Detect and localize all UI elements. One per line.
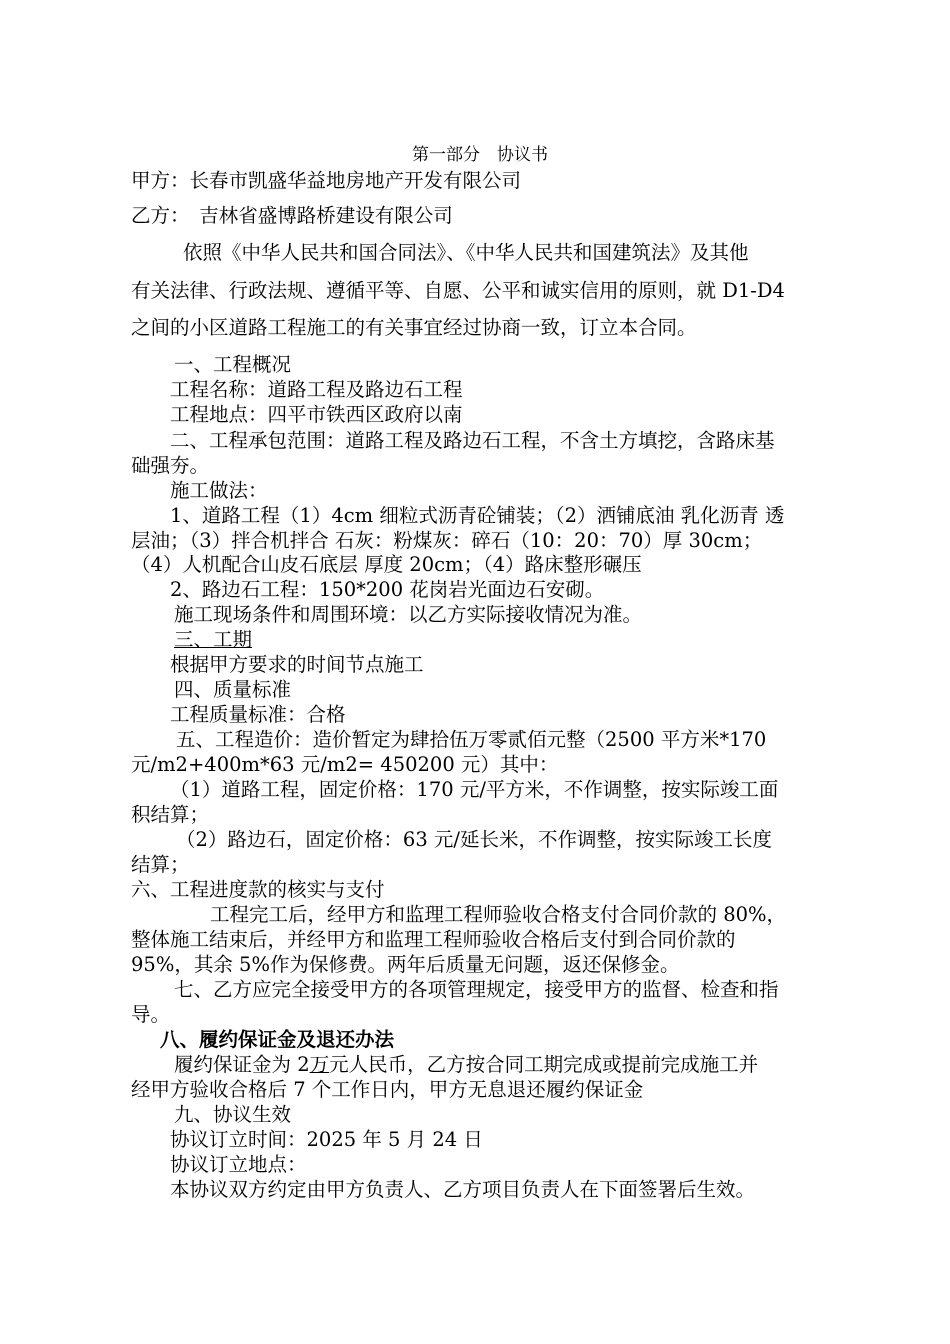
section-3-heading: 三、工期 — [174, 628, 253, 651]
method-item-1-line-3: （4）人机配合山皮石底层 厚度 20cm；（4）路床整形碾压 — [131, 553, 642, 576]
section-2-line-2: 础强夯。 — [131, 454, 210, 477]
method-item-1-line-2: 层油；（3）拌合机拌合 石灰：粉煤灰：碎石（10：20：70）厚 30cm； — [131, 529, 763, 552]
road-price-line-2: 积结算； — [131, 803, 210, 826]
section-5-line-1: 五、工程造价：造价暂定为肆拾伍万零贰佰元整（2500 平方米*170 — [176, 728, 767, 751]
preamble-line-3: 之间的小区道路工程施工的有关事宜经过协商一致，订立本合同。 — [131, 316, 697, 339]
section-1-heading: 一、工程概况 — [174, 353, 292, 376]
method-heading: 施工做法： — [170, 479, 268, 502]
section-2-line-1: 二、工程承包范围：道路工程及路边石工程，不含土方填挖，含路床基 — [170, 429, 775, 452]
curb-price-line-2: 结算； — [131, 853, 190, 876]
preamble-line-2: 有关法律、行政法规、遵循平等、自愿、公平和诚实信用的原则，就 D1-D4 — [131, 279, 785, 302]
party-a: 甲方：长春市凯盛华益地房地产开发有限公司 — [131, 169, 522, 192]
deposit-text-b: 元人民币，乙方按合同工期完成或提前完成施工并 — [329, 1053, 759, 1076]
section-7-line-1: 七、乙方应完全接受甲方的各项管理规定，接受甲方的监督、检查和指 — [174, 978, 779, 1001]
deposit-text-a: 履约保证金为 2 — [174, 1053, 310, 1076]
project-name: 工程名称：道路工程及路边石工程 — [170, 378, 463, 401]
section-6-line-1: 工程完工后，经甲方和监理工程师验收合格支付合同价款的 80%， — [210, 903, 787, 926]
section-6-line-3: 95%，其余 5%作为保修费。两年后质量无问题，返还保修金。 — [131, 953, 680, 976]
section-7-line-2: 导。 — [131, 1003, 171, 1026]
section-6-heading: 六、工程进度款的核实与支付 — [131, 878, 385, 901]
section-8-line-2: 经甲方验收合格后 7 个工作日内，甲方无息退还履约保证金 — [131, 1078, 644, 1101]
section-4-text: 工程质量标准：合格 — [170, 703, 346, 726]
section-8-line-1 — [174, 1052, 758, 1078]
agreement-place: 协议订立地点： — [170, 1153, 307, 1176]
section-9-heading: 九、协议生效 — [174, 1103, 292, 1126]
section-3-text: 根据甲方要求的时间节点施工 — [170, 653, 424, 676]
agreement-time: 协议订立时间：2025 年 5 月 24 日 — [170, 1128, 483, 1151]
party-b: 乙方： 吉林省盛博路桥建设有限公司 — [131, 204, 453, 227]
agreement-effect: 本协议双方约定由甲方负责人、乙方项目负责人在下面签署后生效。 — [170, 1178, 756, 1201]
section-6-line-2: 整体施工结束后，并经甲方和监理工程师验收合格后支付到合同价款的 — [131, 928, 736, 951]
project-location: 工程地点：四平市铁西区政府以南 — [170, 403, 463, 426]
preamble-line-1: 依照《中华人民共和国合同法》、《中华人民共和国建筑法》及其他 — [183, 241, 749, 264]
site-conditions: 施工现场条件和周围环境：以乙方实际接收情况为准。 — [174, 603, 643, 626]
deposit-unit: 万 — [309, 1053, 330, 1076]
section-4-heading: 四、质量标准 — [174, 678, 292, 701]
section-5-line-2: 元/m2+400m*63 元/m2= 450200 元）其中： — [131, 753, 559, 776]
method-item-1-line-1: 1、道路工程（1）4cm 细粒式沥青砼铺装；（2）洒铺底油 乳化沥青 透 — [170, 504, 785, 527]
section-8-heading: 八、履约保证金及退还办法 — [160, 1028, 395, 1051]
page-title: 第一部分 协议书 — [412, 145, 548, 165]
method-item-2: 2、路边石工程：150*200 花岗岩光面边石安砌。 — [170, 578, 605, 601]
curb-price-line-1: （2）路边石，固定价格：63 元/延长米，不作调整，按实际竣工长度 — [176, 828, 772, 851]
road-price-line-1: （1）道路工程，固定价格：170 元/平方米，不作调整，按实际竣工面 — [170, 778, 779, 801]
